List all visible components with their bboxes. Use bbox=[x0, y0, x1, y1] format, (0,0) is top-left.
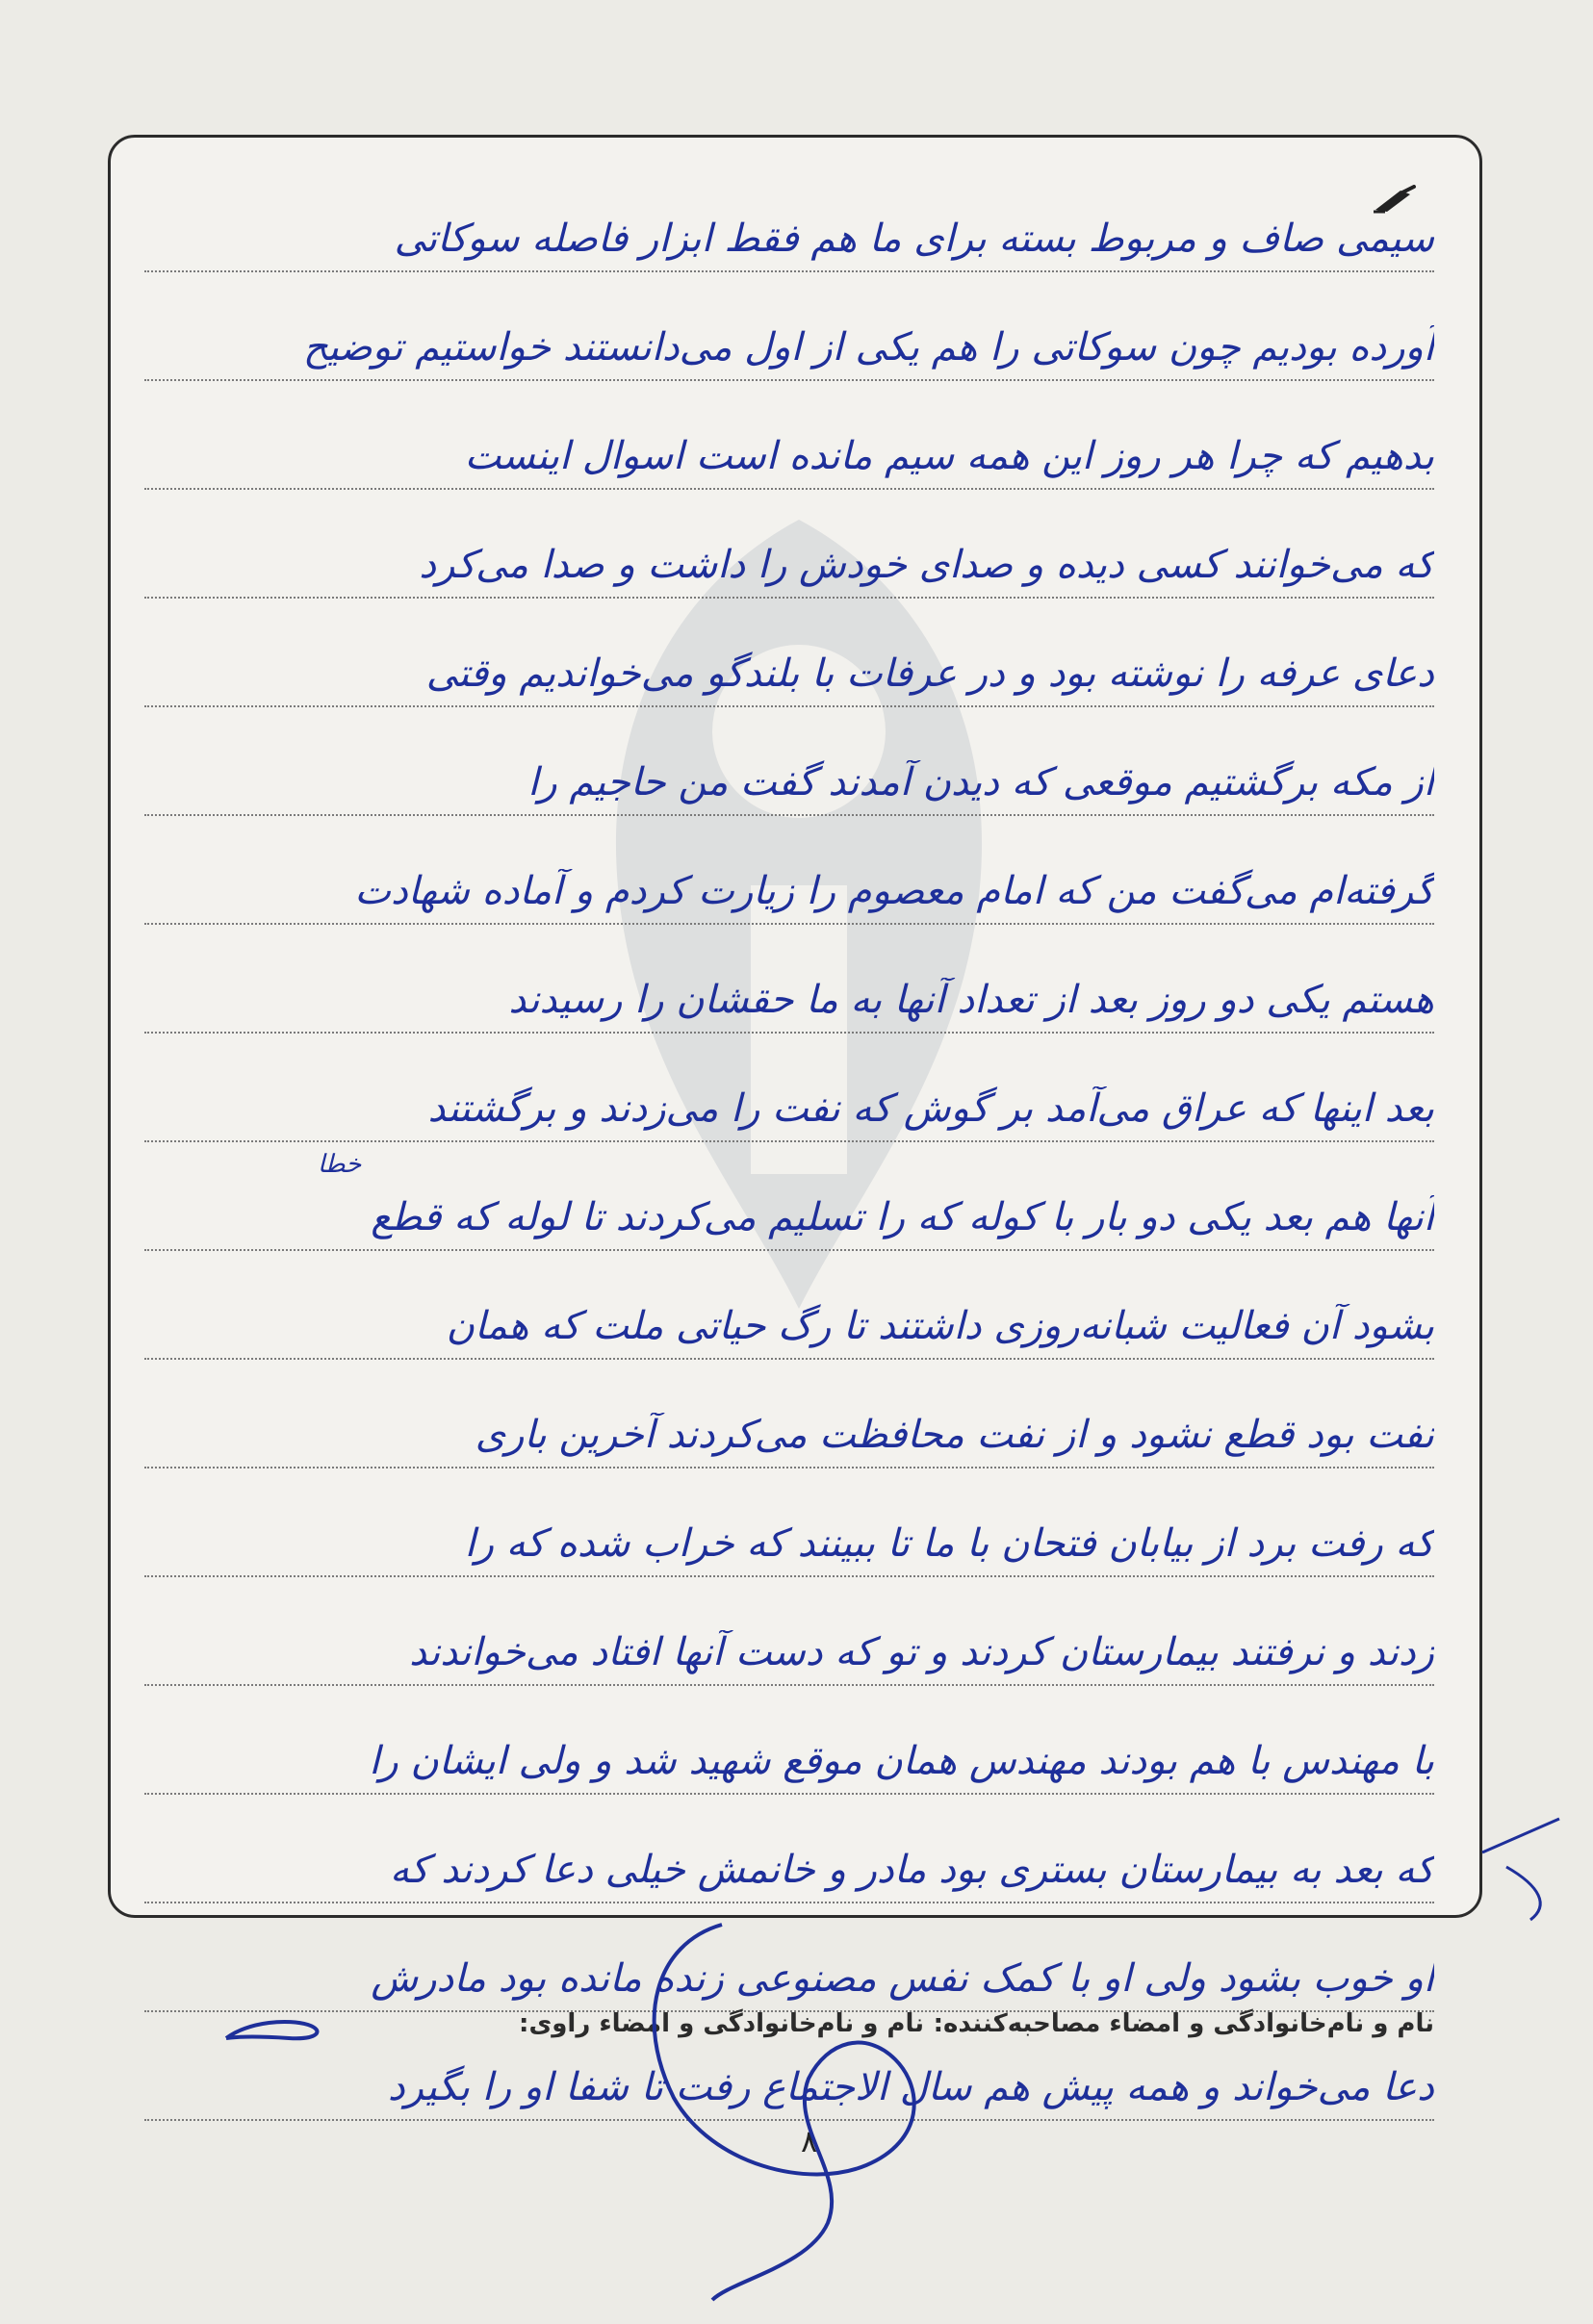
handwritten-line-text: آنها هم بعد یکی دو بار با کوله که را تسلیم می‌کردند تا لوله که قطع bbox=[371, 1195, 1434, 1239]
handwritten-line bbox=[144, 925, 1434, 1034]
handwritten-line bbox=[144, 1468, 1434, 1577]
page-number: ۸ bbox=[801, 2123, 818, 2159]
margin-arc bbox=[1506, 1867, 1540, 1920]
handwritten-line bbox=[144, 1577, 1434, 1686]
handwritten-line-text: او خوب بشود ولی او با کمک نفس مصنوعی زنده مانده بود مادرش bbox=[371, 1956, 1434, 2001]
interviewer-signature-label: نام و نام‌خانوادگی و امضاء مصاحبه‌کننده: bbox=[933, 2009, 1434, 2038]
handwritten-line-text: از مکه برگشتیم موقعی که دیدن آمدند گفت من حاجیم را bbox=[527, 760, 1434, 804]
narrator-signature-label: نام و نام‌خانوادگی و امضاء راوی: bbox=[519, 2009, 924, 2038]
handwritten-line-text: نفت بود قطع نشود و از نفت محافظت می‌کردند آخرین باری bbox=[475, 1413, 1434, 1457]
handwritten-line bbox=[144, 816, 1434, 925]
handwritten-line-text: گرفته‌ام می‌گفت من که امام معصوم را زیارت کردم و آماده شهادت bbox=[354, 869, 1434, 913]
handwritten-line-text: بشود آن فعالیت شبانه‌روزی داشتند تا رگ حیاتی ملت که همان bbox=[446, 1304, 1434, 1348]
handwritten-line-text: هستم یکی دو روز بعد از تعداد آنها به ما حقشان را رسیدند bbox=[508, 978, 1434, 1022]
handwritten-line bbox=[144, 707, 1434, 816]
handwritten-line-text: سیمی صاف و مربوط بسته برای ما هم فقط ابزار فاصله سوکاتی bbox=[394, 217, 1434, 261]
handwritten-line-text: بدهیم که چرا هر روز این همه سیم مانده است اسوال اینست bbox=[464, 434, 1434, 478]
handwritten-line-text: با مهندس با هم بودند مهندس همان موقع شهید شد و ولی ایشان را bbox=[369, 1739, 1434, 1783]
handwritten-line bbox=[144, 1034, 1434, 1142]
handwritten-line bbox=[144, 272, 1434, 381]
handwritten-line bbox=[144, 381, 1434, 490]
margin-note: خطا bbox=[318, 1150, 362, 1179]
handwritten-body bbox=[144, 164, 1434, 2121]
handwritten-line-text: که می‌خوانند کسی دیده و صدای خودش را داشت و صدا می‌کرد bbox=[419, 543, 1434, 587]
cover-slash bbox=[1482, 1819, 1559, 1852]
handwritten-line bbox=[144, 1251, 1434, 1360]
handwritten-line-text: که رفت برد از بیابان فتحان با ما تا ببینند که خراب شده که را bbox=[464, 1521, 1434, 1566]
handwritten-line-text: آورده بودیم چون سوکاتی را هم یکی از اول می‌دانستند خواستیم توضیح bbox=[302, 325, 1434, 370]
handwritten-line bbox=[144, 1795, 1434, 1903]
handwritten-line-text: بعد اینها که عراق می‌آمد بر گوش که نفت را می‌زدند و برگشتند bbox=[427, 1086, 1434, 1131]
handwritten-line bbox=[144, 1903, 1434, 2012]
handwritten-line-text: دعا می‌خواند و همه پیش هم سال الاجتماع رفت تا شفا او را بگیرد bbox=[387, 2065, 1434, 2109]
handwritten-line-text: زدند و نرفتند بیمارستان کردند و تو که دست آنها افتاد می‌خواندند bbox=[409, 1630, 1434, 1674]
handwritten-line bbox=[144, 1360, 1434, 1468]
handwritten-line bbox=[144, 1686, 1434, 1795]
handwritten-line bbox=[144, 1142, 1434, 1251]
handwritten-line bbox=[144, 599, 1434, 707]
handwritten-line-text: که بعد به بیمارستان بستری بود مادر و خانمش خیلی دعا کردند که bbox=[390, 1848, 1434, 1892]
handwritten-line bbox=[144, 164, 1434, 272]
handwritten-line bbox=[144, 490, 1434, 599]
handwritten-line-text: دعای عرفه را نوشته بود و در عرفات با بلندگو می‌خواندیم وقتی bbox=[425, 651, 1434, 696]
